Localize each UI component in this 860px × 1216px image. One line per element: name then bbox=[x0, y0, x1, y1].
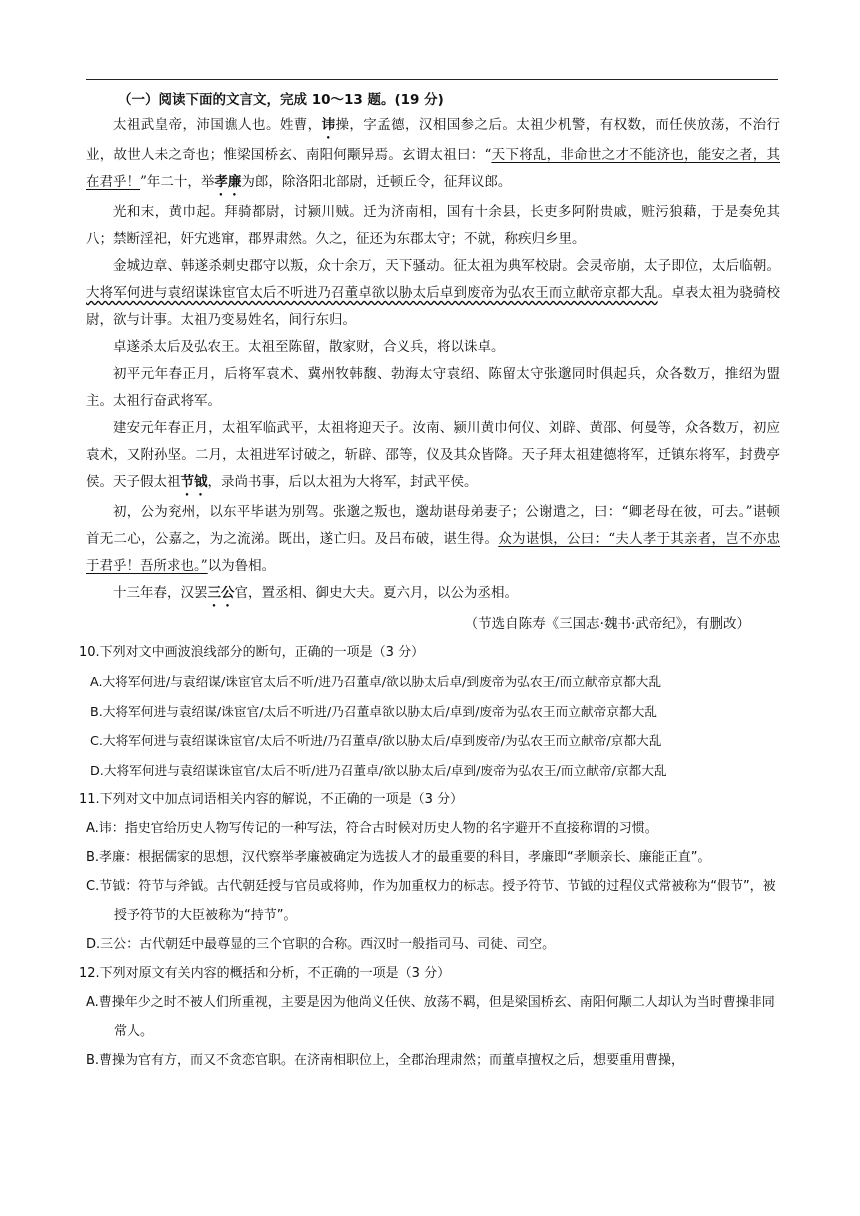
passage-paragraph bbox=[86, 415, 780, 499]
header-rule bbox=[86, 79, 778, 80]
answer-option: B.曹操为官有方，而又不贪恋官职。在济南相职位上，全郡治理肃然；而董卓擅权之后，想要重用曹操， bbox=[86, 1053, 685, 1068]
answer-option: D.大将军何进与袁绍谋诛宦官/太后不听/进乃召董卓/欲以胁太后/卓到/废帝为弘农王/而立献帝/京都大乱 bbox=[90, 762, 667, 778]
answer-option: A.曹操年少之时不被人们所重视，主要是因为他尚义任侠、放荡不羁，但是梁国桥玄、南阳何颙二人却认为当时曹操非同常人。 bbox=[86, 995, 775, 1039]
answer-option: C.大将军何进与袁绍谋诛宦官/太后不听进/乃召董卓/欲以胁太后/卓到废帝/为弘农王而立献帝/京都大乱 bbox=[90, 733, 662, 748]
answer-option: A.讳：指史官给历史人物写传记的一种写法，符合古时候对历史人物的名字避开不直接称谓的习惯。 bbox=[86, 821, 658, 836]
answer-option: B.孝廉：根据儒家的思想，汉代察举孝廉被确定为选拔人才的最重要的科目，孝廉即“孝顺亲长、廉能正直”。 bbox=[86, 850, 711, 865]
question-stem: 10.下列对文中画波浪线部分的断句，正确的一项是（3 分） bbox=[79, 645, 425, 660]
question-stem: 12.下列对原文有关内容的概括和分析，不正确的一项是（3 分） bbox=[79, 966, 451, 981]
question-stem: 11.下列对文中加点词语相关内容的解说，不正确的一项是（3 分） bbox=[79, 792, 464, 807]
passage-paragraph bbox=[86, 361, 780, 415]
dotted-term: 节钺 bbox=[180, 474, 208, 490]
passage-text: 初，公为兖州，以东平毕谌为别驾。张邈之叛也，邈劫谌母弟妻子；公谢遣之，曰：“卿老母在彼，可去。”谌顿首无二心，公嘉之，为之流涕。既出，遂亡归。及吕布破，谌生得。 bbox=[86, 504, 780, 547]
question-list bbox=[79, 638, 780, 1075]
answer-option: B.大将军何进与袁绍谋/诛宦官/太后不听进/乃召董卓欲以胁太后/卓到/废帝为弘农王而立献帝京都大乱 bbox=[90, 703, 657, 719]
passage-text: 以为鲁相。 bbox=[207, 558, 276, 574]
passage-text: 初平元年春正月，后将军袁术、冀州牧韩馥、勃海太守袁绍、陈留太守张邈同时俱起兵，众各数万，推绍为盟主。太祖行奋武将军。 bbox=[86, 366, 780, 409]
passage-paragraph bbox=[86, 499, 780, 580]
dotted-term: 三公 bbox=[207, 585, 235, 601]
passage-text: 建安元年春正月，太祖军临武平，太祖将迎天子。汝南、颍川黄巾何仪、刘辟、黄邵、何曼等，众各数万，初应袁术，又附孙坚。二月，太祖进军讨破之，斩辟、邵等，仪及其众皆降。天子拜太祖建德将军，迁镇东将军，封费亭侯。天子假太祖 bbox=[86, 420, 780, 490]
passage-text: 卓遂杀太后及弘农王。太祖至陈留，散家财，合义兵，将以诛卓。 bbox=[113, 339, 505, 355]
underlined-sentence: 天下将乱，非命世之才不能济也，能安之者，其在君乎！ bbox=[86, 147, 781, 190]
passage-paragraph bbox=[86, 253, 780, 334]
exam-page bbox=[79, 88, 781, 1075]
passage-text: 。卓表太祖为骁骑校尉，欲与计事。太祖乃变易姓名，间行东归。 bbox=[86, 285, 781, 328]
source-note: （节选自陈寿《三国志·魏书·武帝纪》，有删改） bbox=[464, 616, 750, 632]
passage-paragraph bbox=[86, 580, 780, 610]
passage-text: ”年二十，举 bbox=[140, 174, 215, 190]
passage-paragraph bbox=[86, 112, 780, 199]
passage-text: 光和末，黄巾起。拜骑都尉，讨颍川贼。迁为济南相，国有十余县，长吏多阿附贵戚，赃污狼藉，于是奏免其八；禁断淫祀，奸宄逃窜，郡界肃然。久之，征还为东郡太守；不就，称疾归乡里。 bbox=[86, 204, 780, 247]
passage-text: ，录尚书事，后以太祖为大将军，封武平侯。 bbox=[207, 474, 478, 490]
wavy-underlined-sentence: 大将军何进与袁绍谋诛宦官太后不听进乃召董卓欲以胁太后卓到废帝为弘农王而立献帝京都大乱 bbox=[86, 285, 658, 301]
underlined-sentence: 众为谌惧，公曰：“夫人孝于其亲者，岂不亦忠于君乎！吾所求也。” bbox=[86, 531, 781, 574]
answer-option: D.三公：古代朝廷中最尊显的三个官职的合称。西汉时一般指司马、司徒、司空。 bbox=[86, 937, 556, 952]
dotted-term: 孝廉 bbox=[214, 174, 242, 190]
passage-text: 十三年春，汉罢 bbox=[113, 585, 208, 601]
passage-text: 金城边章、韩遂杀刺史郡守以叛，众十余万，天下骚动。征太祖为典军校尉。会灵帝崩，太子即位，太后临朝。 bbox=[113, 258, 780, 274]
passage-text: 为郎，除洛阳北部尉，迁顿丘令，征拜议郎。 bbox=[241, 174, 512, 190]
passage-text: 操，字孟德，汉相国参之后。太祖少机警，有权数，而任侠放荡，不治行业，故世人未之奇也；惟梁国桥玄、南阳何颙异焉。玄谓太祖曰：“ bbox=[86, 117, 781, 163]
passage-paragraph bbox=[86, 199, 780, 253]
answer-option: C.节钺：符节与斧钺。古代朝廷授与官员或将帅，作为加重权力的标志。授予符节、节钺的过程仪式常被称为“假节”，被授予符节的大臣被称为“持节”。 bbox=[86, 879, 776, 923]
classical-passage bbox=[86, 112, 780, 610]
section-title: （一）阅读下面的文言文，完成 10～13 题。(19 分) bbox=[118, 92, 444, 108]
passage-text: 官，置丞相、御史大夫。夏六月，以公为丞相。 bbox=[234, 585, 518, 601]
passage-text: 太祖武皇帝，沛国谯人也。姓曹， bbox=[113, 117, 322, 133]
passage-paragraph bbox=[86, 334, 780, 361]
answer-option: A.大将军何进/与袁绍谋/诛宦官太后不听/进乃召董卓/欲以胁太后卓/到废帝为弘农王/而立献帝京都大乱 bbox=[90, 674, 662, 689]
dotted-term: 讳 bbox=[321, 117, 336, 133]
